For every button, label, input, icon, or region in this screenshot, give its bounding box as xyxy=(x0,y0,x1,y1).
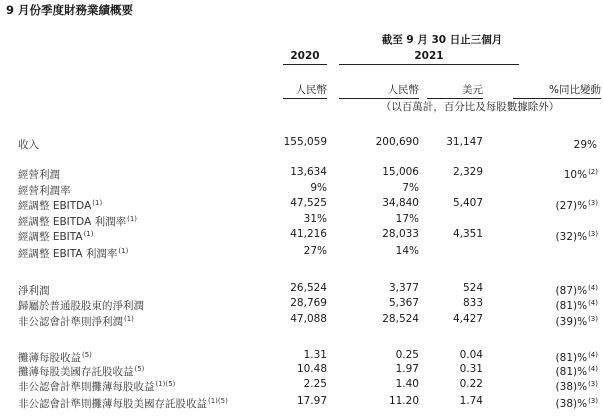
table-row xyxy=(0,164,603,180)
row-label: 非公認會計準則淨利潤$^{(1)}$ xyxy=(18,315,134,328)
table-row xyxy=(0,243,603,259)
value-yoy-change: (27)%$^{(3)}$ xyxy=(555,199,598,212)
table-row xyxy=(0,226,603,242)
value-2021-usd: 1.74 xyxy=(459,395,483,407)
value-yoy-change: (38)%$^{(3)}$ xyxy=(555,380,598,393)
value-2021-rmb: 200,690 xyxy=(375,136,419,148)
row-label: 經調整 EBITDA$^{(1)}$ xyxy=(18,199,103,212)
table-row xyxy=(0,376,603,392)
value-2020-rmb: 26,524 xyxy=(290,282,327,294)
row-label: 攤薄每股收益$^{(5)}$ xyxy=(18,351,92,364)
value-2021-usd: 4,427 xyxy=(452,313,483,325)
value-2021-rmb: 28,524 xyxy=(382,313,419,325)
value-2020-rmb: 9% xyxy=(310,182,327,194)
value-yoy-change: (39)%$^{(3)}$ xyxy=(555,315,598,328)
value-2020-rmb: 10.48 xyxy=(296,363,327,375)
value-2021-usd: 833 xyxy=(462,297,483,309)
currency-2021-usd-header: 美元 xyxy=(427,82,483,99)
value-2020-rmb: 2.25 xyxy=(303,378,327,390)
currency-2020-header: 人民幣 xyxy=(283,82,327,99)
units-note: （以百萬計，百分比及每股數據除外） xyxy=(380,101,560,113)
row-label: 非公認會計準則攤薄每股收益$^{(1)(5)}$ xyxy=(18,380,176,393)
value-2020-rmb: 28,769 xyxy=(290,297,327,309)
table-row xyxy=(0,195,603,211)
value-2021-usd: 524 xyxy=(462,282,483,294)
row-label: 經調整 EBITA 利潤率$^{(1)}$ xyxy=(18,247,129,260)
value-2021-rmb: 28,033 xyxy=(382,228,419,240)
value-2020-rmb: 41,216 xyxy=(290,228,327,240)
value-yoy-change: (87)%$^{(4)}$ xyxy=(555,284,598,297)
value-2020-rmb: 155,059 xyxy=(283,136,327,148)
value-2021-usd: 0.04 xyxy=(459,349,483,361)
value-yoy-change: (32)%$^{(3)}$ xyxy=(555,230,598,243)
value-yoy-change: (38)%$^{(3)}$ xyxy=(555,397,598,410)
row-label: 經營利潤 xyxy=(18,169,60,181)
row-label: 經調整 EBITDA 利潤率$^{(1)}$ xyxy=(18,215,138,228)
value-2021-usd: 0.31 xyxy=(459,363,483,375)
row-label: 經調整 EBITA$^{(1)}$ xyxy=(18,230,94,243)
value-2020-rmb: 47,525 xyxy=(290,197,327,209)
value-2021-usd: 2,329 xyxy=(452,166,483,178)
year-2021-header: 2021 xyxy=(339,50,519,65)
table-row xyxy=(0,280,603,296)
value-2021-rmb: 1.40 xyxy=(395,378,419,390)
value-2021-rmb: 11.20 xyxy=(388,395,419,407)
value-2021-rmb: 7% xyxy=(402,182,419,194)
period-header: 截至 9 月 30 日止三個月 xyxy=(381,34,503,46)
value-2020-rmb: 13,634 xyxy=(290,166,327,178)
value-yoy-change: 29% xyxy=(573,139,597,151)
value-2020-rmb: 47,088 xyxy=(290,313,327,325)
value-2021-rmb: 17% xyxy=(395,213,419,225)
value-2021-rmb: 0.25 xyxy=(395,349,419,361)
table-row xyxy=(0,180,603,196)
value-yoy-change: 10%$^{(2)}$ xyxy=(563,168,598,181)
value-2021-rmb: 1.97 xyxy=(395,363,419,375)
value-yoy-change: (81)%$^{(4)}$ xyxy=(555,299,598,312)
value-2021-rmb: 5,367 xyxy=(388,297,419,309)
value-yoy-change: (81)%$^{(4)}$ xyxy=(555,351,598,364)
value-2021-usd: 31,147 xyxy=(446,136,483,148)
row-label: 攤薄每股美國存託股收益$^{(5)}$ xyxy=(18,365,145,378)
yoy-change-header: %同比變動 xyxy=(513,82,601,99)
table-row xyxy=(0,134,603,150)
value-2021-usd: 0.22 xyxy=(459,378,483,390)
value-yoy-change xyxy=(597,243,598,262)
value-2021-rmb: 14% xyxy=(395,245,419,257)
value-2020-rmb: 27% xyxy=(303,245,327,257)
value-2020-rmb: 17.97 xyxy=(296,395,327,407)
page-title: 9 月份季度財務業績概要 xyxy=(6,3,134,17)
value-2020-rmb: 31% xyxy=(303,213,327,225)
table-row xyxy=(0,393,603,409)
value-2020-rmb: 1.31 xyxy=(303,349,327,361)
year-2020-header: 2020 xyxy=(283,50,327,65)
value-yoy-change: (81)%$^{(4)}$ xyxy=(555,365,598,378)
table-row xyxy=(0,211,603,227)
value-2021-rmb: 34,840 xyxy=(382,197,419,209)
value-2021-usd: 4,351 xyxy=(452,228,483,240)
value-2021-usd: 5,407 xyxy=(452,197,483,209)
row-label: 收入 xyxy=(18,139,39,151)
value-2021-rmb: 3,377 xyxy=(388,282,419,294)
table-row xyxy=(0,361,603,377)
row-label: 非公認會計準則攤薄每股美國存託股收益$^{(1)(5)}$ xyxy=(18,397,228,410)
value-2021-rmb: 15,006 xyxy=(382,166,419,178)
row-label: 經營利潤率 xyxy=(18,185,71,197)
currency-2021-rmb-header: 人民幣 xyxy=(339,82,419,99)
row-label: 歸屬於普通股股東的淨利潤 xyxy=(18,300,144,312)
table-row xyxy=(0,311,603,327)
row-label: 淨利潤 xyxy=(18,285,50,297)
table-row xyxy=(0,295,603,311)
